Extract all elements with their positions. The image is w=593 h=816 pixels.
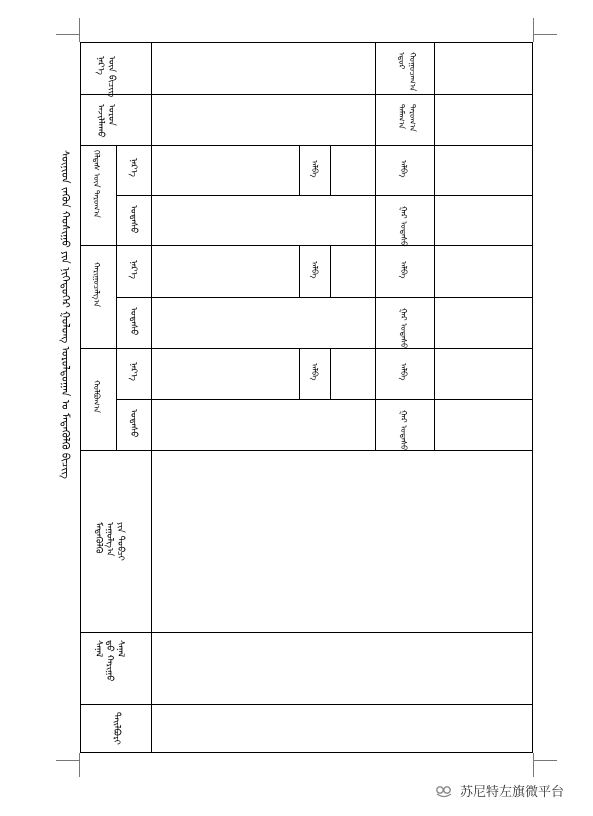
crop-mark <box>79 18 80 42</box>
column-divider <box>299 245 300 297</box>
label-job: ᠠᠯᠪᠠ <box>399 160 408 178</box>
row-divider <box>80 94 533 95</box>
label-sub-name: ᠨᠡᠷ᠎ᠡ <box>128 158 138 177</box>
crop-mark <box>533 753 534 777</box>
watermark <box>434 780 564 800</box>
row-divider <box>116 399 533 400</box>
label-seal: ᠲᠠᠮᠠᠭ᠎ᠠ ᠳᠠᠷᠤᠭ᠎ᠠ <box>397 104 417 132</box>
label-duty: ᠠᠯᠪᠠ <box>310 261 319 279</box>
form-table <box>80 42 533 753</box>
label-unit: ᠠᠵᠢᠯᠯᠠᠬᠤ ᠣᠷᠤᠨ <box>95 104 116 138</box>
form-title: ᠰᠦᠨᠢᠳ ᠵᠡᠭᠦᠨ ᠬᠣᠰᠢᠭᠤ ᠶᠢᠨ ᠨᠢᠭᠡᠳᠦᠭᠡᠷ ᠭᠤᠯᠤᠩ ᠤᠷᠤᠯᠳᠤᠭᠠᠨ ᠤ ᠮᠡᠳᠡᠭᠦᠯᠬᠦ ᠪᠢᠴᠢᠭ <box>59 150 71 479</box>
label-duty: ᠠᠯᠪᠠ <box>310 363 319 381</box>
row-divider <box>116 195 533 196</box>
column-divider <box>375 42 376 450</box>
label-sub-phone: ᠤᠲᠠᠰᠤ <box>128 307 138 336</box>
column-divider <box>299 348 300 399</box>
row-divider <box>80 450 533 451</box>
crop-mark <box>533 18 534 42</box>
label-group-3: ᠬᠣᠯᠪᠣᠭ᠎ᠠ <box>92 380 101 413</box>
label-sub-name: ᠨᠡᠷ᠎ᠡ <box>128 260 138 279</box>
column-divider <box>434 42 435 450</box>
column-divider <box>116 145 117 450</box>
column-divider <box>151 42 152 753</box>
label-note: ᠲᠠᠢᠯᠪᠤᠷᠢ <box>111 712 121 745</box>
column-divider <box>330 145 331 195</box>
label-opinion: ᠰᠠᠨᠠᠯ ᠳ᠋ᠤ ᠬᠠᠷᠢᠭᠤ ᠰᠠᠨᠠᠯ <box>93 640 125 682</box>
crop-mark <box>533 760 557 761</box>
column-divider <box>330 245 331 297</box>
label-content: ᠮᠡᠳᠡᠭᠦᠯᠬᠦ ᠠᠭᠤᠯᠭ᠎ᠠ ᠶᠢᠨ ᠲᠣᠪᠴᠢ <box>93 522 125 561</box>
label-group-1: ᠬᠡᠯᠲᠡᠰ ᠦᠨ ᠳᠠᠷᠤᠭ᠎ᠠ <box>92 150 101 218</box>
label-group-2: ᠬᠠᠷᠢᠭᠤᠴᠠᠯᠭ᠎ᠠ <box>92 262 101 308</box>
label-sub-name: ᠨᠡᠷ᠎ᠡ <box>128 362 138 381</box>
label-name: ᠨᠡᠷ᠎ᠡ ᠦᠨ ᠪᠢᠴᠢᠭ <box>95 56 116 98</box>
crop-mark <box>79 753 80 777</box>
label-sub-phone: ᠤᠲᠠᠰᠤ <box>128 409 138 438</box>
label-mobile: ᠭᠠᠷ ᠤᠲᠠᠰᠤ <box>399 308 408 349</box>
column-divider <box>330 348 331 399</box>
wechat-channel-icon <box>434 782 454 798</box>
label-job: ᠠᠯᠪᠠ <box>399 363 408 381</box>
column-divider <box>299 145 300 195</box>
label-sub-phone: ᠤᠲᠠᠰᠤ <box>128 205 138 234</box>
label-date: ᠡᠳᠦᠷ ᠬᠤᠭᠤᠴᠠᠭ᠎ᠠ <box>397 52 417 92</box>
row-divider <box>80 632 533 633</box>
row-divider <box>116 297 533 298</box>
label-mobile: ᠭᠠᠷ ᠤᠲᠠᠰᠤ <box>399 410 408 451</box>
row-divider <box>80 245 533 246</box>
label-duty: ᠠᠯᠪᠠ <box>310 160 319 178</box>
watermark-text: 苏尼特左旗微平台 <box>460 784 565 800</box>
label-mobile: ᠭᠠᠷ ᠤᠲᠠᠰᠤ <box>399 206 408 247</box>
crop-mark <box>533 34 557 35</box>
row-divider <box>80 145 533 146</box>
row-divider <box>80 348 533 349</box>
row-divider <box>80 704 533 705</box>
label-job: ᠠᠯᠪᠠ <box>399 261 408 279</box>
crop-mark <box>56 760 80 761</box>
crop-mark <box>56 34 80 35</box>
